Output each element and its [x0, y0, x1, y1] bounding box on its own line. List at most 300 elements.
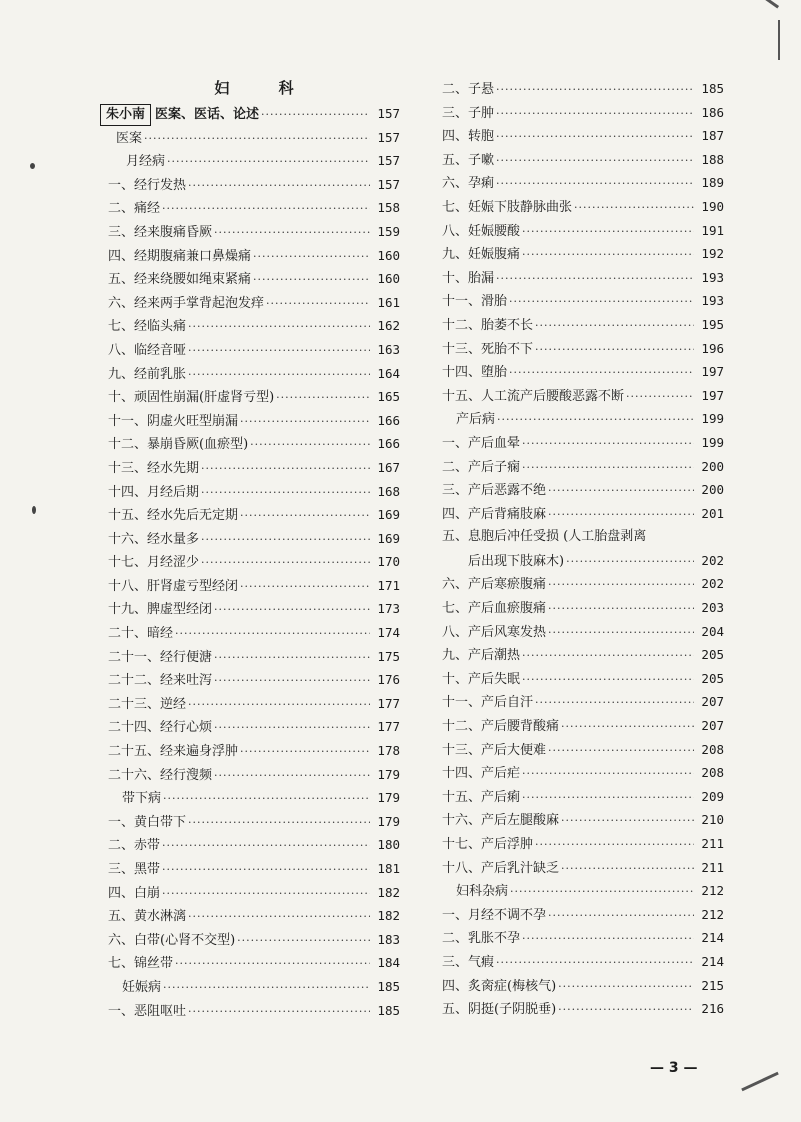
toc-entry-title: 五、阴挺(子阴脱垂)	[442, 1002, 557, 1018]
toc-entry-page: 195	[701, 316, 724, 332]
toc-entry	[108, 574, 400, 598]
dot-leader	[214, 646, 370, 670]
toc-entry	[442, 242, 724, 266]
toc-entry-title: 十二、产后腰背酸痛	[442, 719, 560, 735]
toc-entry-title: 四、经期腹痛兼口鼻燥痛	[108, 248, 252, 264]
toc-entry-title: 九、经前乳胀	[108, 366, 187, 382]
dot-leader	[522, 927, 694, 951]
toc-entry-page: 184	[377, 955, 400, 971]
toc-entry	[108, 597, 400, 621]
toc-entry	[108, 267, 400, 291]
toc-entry-page: 197	[701, 364, 724, 380]
toc-entry-page: 191	[701, 222, 724, 238]
dot-leader	[522, 786, 694, 810]
toc-entry	[442, 455, 724, 479]
author-name-box: 朱小南	[100, 104, 151, 126]
toc-entry	[108, 999, 400, 1023]
toc-entry-page: 189	[701, 175, 724, 191]
toc-entry-title: 二十四、经行心烦	[108, 720, 213, 736]
toc-entry-page: 176	[377, 672, 400, 688]
toc-entry	[108, 314, 400, 338]
toc-entry	[442, 879, 724, 903]
toc-entry	[108, 715, 400, 739]
toc-entry	[442, 926, 724, 950]
section-heading: 妇 科	[214, 79, 316, 97]
dot-leader	[276, 386, 370, 410]
toc-entry	[442, 643, 724, 667]
toc-entry-page: 180	[377, 837, 400, 853]
toc-entry-page: 173	[377, 601, 400, 617]
toc-entry	[108, 881, 400, 905]
toc-entry	[442, 313, 724, 337]
dot-leader	[188, 693, 370, 717]
toc-entry-title: 十七、产后浮肿	[442, 837, 534, 852]
toc-entry-page: 214	[701, 953, 724, 969]
dot-leader	[175, 622, 370, 646]
toc-entry	[442, 667, 724, 691]
toc-entry-page: 199	[701, 411, 724, 427]
toc-entry	[442, 950, 724, 974]
dot-leader	[163, 976, 370, 1000]
toc-entry-title: 十二、暴崩昏厥(血瘀型)	[108, 437, 249, 453]
dot-leader	[253, 245, 370, 269]
toc-entry-title: 十六、经水量多	[108, 531, 200, 547]
dot-leader	[201, 457, 370, 481]
toc-entry-title: 十五、产后痢	[442, 789, 521, 805]
toc-entry-title: 四、转胞	[442, 129, 495, 145]
toc-entry	[442, 407, 724, 431]
dot-leader	[558, 975, 694, 999]
toc-entry-title: 六、孕痢	[442, 176, 495, 192]
toc-entry-title: 十四、堕胎	[442, 365, 508, 381]
toc-entry-title: 十八、产后乳汁缺乏	[442, 860, 560, 876]
toc-entry-title: 二十、暗经	[108, 626, 174, 642]
dot-leader	[509, 361, 694, 385]
toc-entry-page: 157	[377, 106, 400, 121]
toc-entry-title: 八、产后风寒发热	[442, 624, 547, 640]
toc-entry-title: 三、气瘕	[442, 954, 495, 970]
toc-entry-title-text: 医案、医话、论述	[155, 107, 260, 122]
toc-entry-title: 二十三、逆经	[108, 696, 187, 712]
dot-leader	[561, 857, 694, 881]
toc-entry-page: 175	[377, 648, 400, 664]
toc-entry-title: 九、产后潮热	[442, 648, 521, 664]
toc-entry	[108, 739, 400, 763]
dot-leader	[561, 715, 694, 739]
toc-entry-title	[108, 103, 259, 127]
toc-entry-title: 八、妊娠腰酸	[442, 223, 521, 239]
toc-entry-title: 十、顽固性崩漏(肝虚肾亏型)	[108, 390, 275, 406]
toc-entry-page: 179	[377, 790, 400, 806]
dot-leader	[548, 904, 694, 928]
dot-leader	[188, 339, 370, 363]
toc-entry-page: 181	[377, 861, 400, 876]
toc-entry-title: 十二、胎萎不长	[442, 317, 534, 333]
toc-entry	[442, 171, 724, 195]
toc-entry-page: 201	[701, 505, 724, 521]
toc-entry-title: 十九、脾虚型经闭	[108, 602, 213, 618]
toc-entry-page: 166	[377, 436, 400, 452]
toc-entry-page: 174	[377, 625, 400, 641]
toc-entry	[442, 219, 724, 243]
dot-leader	[240, 740, 370, 764]
toc-entry-page: 164	[377, 365, 400, 381]
dot-leader	[214, 716, 370, 740]
toc-entry-page: 208	[701, 765, 724, 781]
toc-entry-page: 183	[377, 931, 400, 947]
dot-leader	[522, 220, 694, 244]
toc-entry-title: 二十六、经行溲频	[108, 767, 213, 783]
toc-entry	[442, 974, 724, 998]
dot-leader	[561, 809, 694, 833]
dot-leader	[240, 410, 370, 434]
toc-entry	[108, 149, 400, 173]
toc-entry-title: 二十二、经来吐泻	[108, 673, 213, 689]
toc-entry-title: 二、痛经	[108, 201, 161, 217]
toc-entry-page: 193	[701, 269, 724, 285]
toc-entry	[108, 456, 400, 480]
toc-entry-page: 200	[701, 482, 724, 498]
toc-entry	[108, 432, 400, 456]
toc-entry-title: 六、白带(心肾不交型)	[108, 932, 236, 948]
dot-leader	[566, 550, 694, 574]
toc-list-right	[442, 77, 724, 1021]
toc-entry	[442, 832, 724, 856]
toc-entry	[442, 289, 724, 313]
toc-entry-page: 190	[701, 198, 724, 214]
toc-entry-page: 178	[377, 743, 400, 759]
toc-entry-title: 妊娠病	[122, 979, 162, 995]
toc-entry-page: 157	[377, 153, 400, 169]
toc-entry-title: 带下病	[122, 791, 162, 807]
dot-leader	[574, 196, 694, 220]
toc-entry	[108, 786, 400, 810]
dot-leader	[188, 1000, 370, 1024]
toc-entry-page: 196	[701, 340, 724, 356]
toc-entry	[442, 549, 724, 573]
toc-entry-title: 十七、月经涩少	[108, 555, 200, 571]
dot-leader	[188, 811, 370, 835]
toc-entry-page: 167	[377, 459, 400, 475]
toc-entry-title: 十一、阴虚火旺型崩漏	[108, 413, 239, 429]
dot-leader	[548, 739, 694, 763]
toc-entry-title: 七、锦丝带	[108, 956, 174, 972]
toc-entry-page: 185	[701, 81, 724, 96]
toc-entry-page: 203	[701, 600, 724, 616]
toc-entry	[442, 714, 724, 738]
dot-leader	[522, 762, 694, 786]
dot-leader	[535, 691, 694, 715]
toc-entry	[442, 384, 724, 408]
toc-entry	[442, 266, 724, 290]
dot-leader	[201, 481, 370, 505]
dot-leader	[522, 644, 694, 668]
dot-leader	[188, 174, 370, 198]
toc-entry	[108, 338, 400, 362]
toc-entry	[108, 645, 400, 669]
toc-entry	[108, 173, 400, 197]
dot-leader	[535, 833, 694, 857]
toc-entry-title: 七、妊娠下肢静脉曲张	[442, 199, 573, 215]
dot-leader	[496, 125, 694, 149]
toc-entry-title: 一、产后血晕	[442, 435, 521, 451]
dot-leader	[188, 905, 370, 929]
dot-leader	[522, 668, 694, 692]
scan-edge-mark	[778, 20, 780, 60]
toc-entry-page: 209	[701, 788, 724, 804]
toc-entry-title: 六、产后寒瘀腹痛	[442, 577, 547, 593]
toc-entry-page: 207	[701, 718, 724, 734]
dot-leader	[522, 243, 694, 267]
toc-entry	[108, 833, 400, 857]
toc-entry	[108, 904, 400, 928]
toc-entry-page: 177	[377, 695, 400, 711]
toc-entry-title: 四、白崩	[108, 885, 161, 901]
dot-leader	[162, 858, 370, 882]
toc-entry-title: 十一、滑胎	[442, 294, 508, 310]
toc-entry-page: 182	[377, 884, 400, 900]
toc-entry	[108, 196, 400, 220]
toc-entry-title: 一、恶阻呕吐	[108, 1003, 187, 1019]
toc-entry-title: 五、黄水淋漓	[108, 909, 187, 925]
dot-leader	[237, 929, 370, 953]
toc-entry	[108, 550, 400, 574]
toc-entry-page: 205	[701, 670, 724, 686]
toc-entry-title: 月经病	[126, 154, 166, 170]
toc-entry-page: 211	[701, 836, 724, 851]
toc-entry-title: 十三、死胎不下	[442, 341, 534, 357]
toc-entry-page: 197	[701, 387, 724, 403]
toc-entry-title: 五、经来绕腰如绳束紧痛	[108, 272, 252, 288]
dot-leader	[175, 952, 370, 976]
toc-entry	[108, 857, 400, 881]
toc-entry	[442, 856, 724, 880]
toc-entry-page: 204	[701, 623, 724, 639]
dot-leader	[240, 504, 370, 528]
toc-entry	[442, 337, 724, 361]
toc-entry-page: 157	[377, 176, 400, 192]
toc-entry	[108, 692, 400, 716]
dot-leader	[201, 528, 370, 552]
toc-entry	[108, 763, 400, 787]
toc-entry-page: 211	[701, 859, 724, 875]
toc-entry	[108, 975, 400, 999]
toc-entry-title: 一、月经不调不孕	[442, 907, 547, 923]
toc-entry-title: 十八、肝肾虚亏型经闭	[108, 578, 239, 594]
toc-left-column	[108, 74, 400, 1022]
toc-entry	[108, 527, 400, 551]
toc-entry	[442, 478, 724, 502]
toc-entry-page: 187	[701, 128, 724, 144]
toc-entry-page: 160	[377, 271, 400, 287]
toc-entry-title: 四、炙脔症(梅核气)	[442, 978, 557, 994]
toc-entry-page: 168	[377, 483, 400, 499]
toc-entry	[442, 525, 724, 549]
toc-entry	[442, 808, 724, 832]
toc-entry-title: 十、产后失眠	[442, 671, 521, 687]
dot-leader	[240, 575, 370, 599]
dot-leader	[496, 102, 694, 126]
toc-entry	[442, 997, 724, 1021]
dot-leader	[167, 150, 370, 174]
scan-speck	[32, 506, 36, 514]
dot-leader	[266, 292, 370, 316]
toc-entry	[442, 148, 724, 172]
toc-entry	[108, 102, 400, 126]
toc-entry	[108, 385, 400, 409]
toc-entry-page: 216	[701, 1001, 724, 1017]
dot-leader	[496, 78, 694, 102]
toc-entry	[108, 409, 400, 433]
toc-entry	[442, 502, 724, 526]
toc-entry-page: 171	[377, 577, 400, 593]
dot-leader	[162, 197, 370, 221]
toc-entry-page: 157	[377, 129, 400, 145]
scan-speck	[30, 163, 35, 169]
dot-leader	[626, 385, 694, 409]
dot-leader	[214, 221, 370, 245]
dot-leader	[548, 621, 694, 645]
toc-entry	[442, 572, 724, 596]
toc-entry	[442, 690, 724, 714]
toc-entry	[442, 431, 724, 455]
toc-entry	[442, 124, 724, 148]
toc-entry-title: 九、妊娠腹痛	[442, 247, 521, 263]
dot-leader	[496, 149, 694, 173]
toc-entry-title: 三、子肿	[442, 105, 495, 121]
toc-entry-title: 二、赤带	[108, 838, 161, 854]
toc-entry-page: 163	[377, 341, 400, 357]
toc-entry-title: 八、临经音哑	[108, 342, 187, 358]
toc-entry-page: 214	[701, 930, 724, 946]
toc-entry-page: 158	[377, 200, 400, 216]
toc-entry-title: 二十五、经来遍身浮肿	[108, 744, 239, 760]
toc-entry-title: 七、产后血瘀腹痛	[442, 601, 547, 617]
toc-entry-title: 五、息胞后冲任受损 (人工胎盘剥离	[442, 529, 647, 545]
toc-entry-title: 二、子悬	[442, 82, 495, 97]
toc-entry-page: 205	[701, 647, 724, 663]
toc-entry-page: 161	[377, 294, 400, 310]
page-number: — 3 —	[650, 1060, 698, 1076]
toc-entry	[442, 761, 724, 785]
toc-entry-title: 二、乳胀不孕	[442, 931, 521, 947]
toc-entry	[442, 596, 724, 620]
dot-leader	[162, 834, 370, 858]
dot-leader	[201, 551, 370, 575]
toc-entry	[442, 77, 724, 101]
dot-leader	[548, 479, 694, 503]
toc-entry-title: 七、经临头痛	[108, 319, 187, 335]
dot-leader	[253, 268, 370, 292]
toc-entry-title: 二、产后子痫	[442, 459, 521, 475]
toc-entry-page: 208	[701, 741, 724, 757]
toc-entry-page: 179	[377, 766, 400, 782]
dot-leader	[250, 433, 370, 457]
toc-entry-page: 188	[701, 151, 724, 167]
toc-entry	[108, 220, 400, 244]
dot-leader	[558, 998, 694, 1022]
toc-entry-page: 202	[701, 576, 724, 592]
dot-leader	[214, 764, 370, 788]
toc-entry-page: 169	[377, 530, 400, 546]
toc-entry-title: 十三、经水先期	[108, 460, 200, 476]
dot-leader	[548, 503, 694, 527]
toc-entry-page: 210	[701, 812, 724, 828]
toc-entry	[108, 362, 400, 386]
dot-leader	[535, 314, 694, 338]
toc-entry-page: 192	[701, 246, 724, 262]
toc-entry-title: 十、胎漏	[442, 270, 495, 286]
dot-leader	[548, 597, 694, 621]
dot-leader	[496, 267, 694, 291]
dot-leader	[535, 338, 694, 362]
toc-entry-title: 二十一、经行便溏	[108, 649, 213, 665]
toc-entry-page: 215	[701, 977, 724, 993]
toc-right-column	[442, 77, 724, 1021]
toc-entry-page: 202	[701, 552, 724, 568]
dot-leader	[548, 573, 694, 597]
toc-entry-page: 185	[377, 978, 400, 994]
toc-entry	[108, 621, 400, 645]
toc-entry-title: 十三、产后大便难	[442, 742, 547, 758]
toc-entry-title: 三、经来腹痛昏厥	[108, 224, 213, 240]
toc-entry	[108, 668, 400, 692]
toc-entry-page: 186	[701, 104, 724, 120]
toc-entry-page: 212	[701, 906, 724, 922]
toc-entry-page: 160	[377, 247, 400, 263]
toc-entry-page: 162	[377, 318, 400, 334]
toc-entry	[442, 360, 724, 384]
dot-leader	[162, 882, 370, 906]
dot-leader	[522, 432, 694, 456]
toc-entry-page: 177	[377, 719, 400, 735]
toc-entry-title: 一、黄白带下	[108, 814, 187, 830]
dot-leader	[188, 315, 370, 339]
toc-entry	[108, 291, 400, 315]
dot-leader	[188, 363, 370, 387]
toc-entry-title: 一、经行发热	[108, 177, 187, 193]
toc-entry	[442, 903, 724, 927]
toc-entry-page: 159	[377, 223, 400, 239]
toc-entry-page: 199	[701, 434, 724, 450]
toc-entry-title: 产后病	[456, 412, 496, 428]
toc-entry-page: 169	[377, 507, 400, 523]
dot-leader	[214, 598, 370, 622]
toc-entry-title: 三、产后恶露不绝	[442, 483, 547, 499]
toc-entry-title: 后出现下肢麻木)	[468, 553, 565, 569]
toc-entry-page: 170	[377, 554, 400, 570]
toc-entry-title: 四、产后背痛肢麻	[442, 506, 547, 522]
toc-entry-title: 十一、产后自汗	[442, 695, 534, 711]
dot-leader	[163, 787, 370, 811]
toc-entry-title: 十五、经水先后无定期	[108, 508, 239, 524]
scan-edge-mark	[741, 1072, 779, 1092]
toc-entry-page: 200	[701, 458, 724, 474]
scan-edge-mark	[761, 0, 779, 8]
toc-entry-page: 207	[701, 694, 724, 710]
toc-entry	[442, 620, 724, 644]
dot-leader	[510, 880, 694, 904]
toc-entry	[442, 101, 724, 125]
dot-leader	[509, 290, 694, 314]
toc-entry	[108, 951, 400, 975]
toc-entry-page: 185	[377, 1002, 400, 1018]
toc-entry-title: 三、黑带	[108, 862, 161, 877]
toc-entry	[108, 810, 400, 834]
toc-entry	[108, 928, 400, 952]
toc-entry-title: 十五、人工流产后腰酸恶露不断	[442, 388, 625, 404]
toc-entry-title: 十六、产后左腿酸麻	[442, 813, 560, 829]
